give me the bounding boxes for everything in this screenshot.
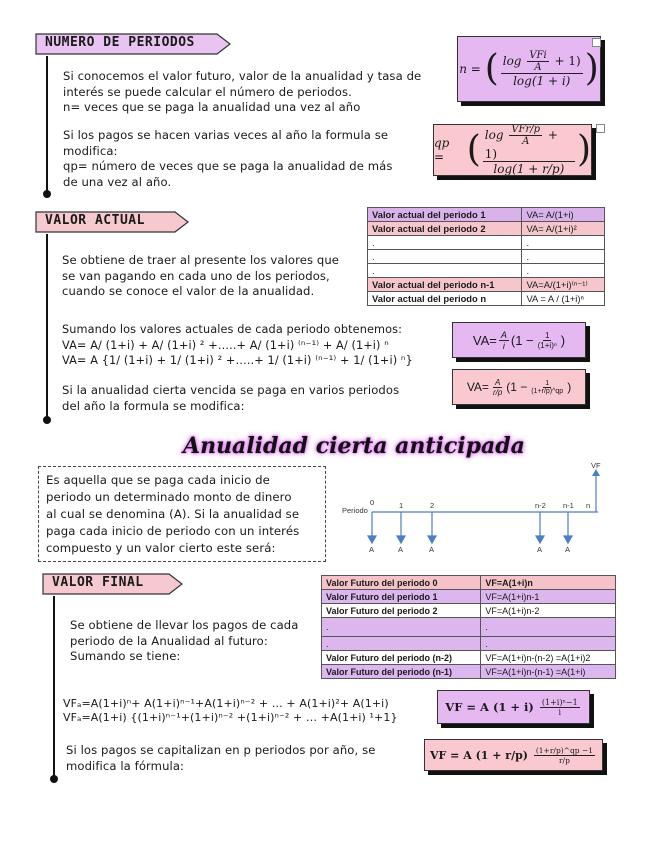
timeline-tick-label: 0 [370,498,375,507]
table-row: . . [368,264,605,278]
timeline-dot [43,190,51,198]
timeline-vf-label: VF [591,461,601,470]
table-row: Valor Futuro del periodo 0 VF=A(1+i)n [322,576,616,590]
arrow-down-icon [368,536,376,543]
section-title: NUMERO DE PERIODOS [45,35,195,50]
formula-handle-icon [592,38,601,47]
valor-futuro-table [321,575,616,679]
periodos-paragraph-2: Si los pagos se hacen varias veces al año la formula se modifica: qp= número de veces que se paga la anualidad de más de una vez al año. [63,128,393,189]
formula-qp-periodos: qp = ( log $\frac{\text{VFr/p}}{A}$ + 1) log(1 + r/p) ) [434,124,591,176]
actual-paragraph-2: Sumando los valores actuales de cada periodo obtenemos: VA= A/ (1+i) + A/ (1+i) ² +…..+ A/ (1+i) ⁽ⁿ⁻¹⁾ + A/ (1+i) ⁿ VA= A {1/ (1+i) + 1/ (1+i) ² +…..+ 1/ (1+i) ⁽ⁿ⁻¹⁾ + 1/ (1+i) ⁿ} [62,323,413,367]
table-row: Valor Futuro del periodo 1 VF=A(1+i)n-1 [322,590,616,604]
table-row: Valor actual del periodo 2 VA= A/(1+i)² [368,222,605,236]
final-paragraph-2: Si los pagos se capitalizan en p periodos por año, se modifica la fórmula: [66,743,376,773]
section-title: VALOR FINAL [52,575,144,590]
arrow-up-icon [592,469,600,476]
section-tag-valor-final [42,572,192,594]
page-title: Anualidad cierta anticipada [183,433,525,459]
timeline-tick-label: 2 [430,501,435,510]
timeline-bar [46,234,48,420]
formula-handle-icon [596,124,605,133]
timeline-a-label: A [369,545,375,554]
timeline-a-label: A [537,545,543,554]
section-title: VALOR ACTUAL [45,213,145,228]
table-row: Valor Futuro del periodo (n-1) VF=A(1+i)n-(n-1) =A(1+i) [322,665,616,679]
timeline-tick-label: 1 [399,501,404,510]
periodos-paragraph-1: Si conocemos el valor futuro, valor de la anualidad y tasa de interés se puede calcular el número de periodos. n= veces que se paga la anualidad una vez al año [63,69,422,114]
arrow-down-icon [536,536,544,543]
timeline-dot [43,416,51,424]
timeline-a-label: A [398,545,404,554]
section-tag-numero-periodos [35,32,235,54]
table-row: . . [368,236,605,250]
actual-paragraph-3: Si la anualidad cierta vencida se paga en varios periodos del año la formula se modifica: [62,383,400,413]
arrow-down-icon [397,536,405,543]
table-row: . . [322,637,616,651]
actual-paragraph-1: Se obtiene de traer al presente los valores que se van pagando en cada uno de los periodos, cuando se conoce el valor de la anualidad. [62,253,340,298]
timeline-tick-label: n-2 [535,501,546,510]
final-equations: VFₐ=A(1+i)ⁿ+ A(1+i)ⁿ⁻¹+A(1+i)ⁿ⁻² + … + A(1+i)²+ A(1+i) VFₐ=A(1+i) {(1+i)ⁿ⁻¹+(1+i)ⁿ⁻² +(1+i)ⁿ⁻² + … +A(1+i) ¹+1} [63,697,398,724]
timeline-a-label: A [565,545,571,554]
arrow-down-icon [564,536,572,543]
timeline-a-label: A [429,545,435,554]
formula-n-periodos: n = ( log $\frac{\text{VFi}}{A}$ + 1) log(1 + i) ) [457,36,601,102]
timeline-bar [46,56,48,194]
table-row: . . [368,250,605,264]
arrow-down-icon [428,536,436,543]
valor-actual-table [367,207,605,306]
table-row: Valor actual del periodo n VA = A / (1+i)ⁿ [368,292,605,306]
timeline-periodo-label: Periodo [342,506,368,515]
formula-valor-actual: VA= $\frac{A}{i}$ (1 − $\frac{1}{\text{(1+i)ⁿ}}$ ) [452,322,586,358]
formula-valor-final-qp: VF = A (1 + r/p) $\frac{(1+r/p)\^{}qp -1}{r/p}$ [424,739,603,771]
table-row: Valor actual del periodo 1 VA= A/(1+i) [368,208,605,222]
timeline-tick-label: n-1 [563,501,574,510]
timeline-bar [53,596,55,779]
formula-valor-final: VF = A (1 + i) $\frac{\text{(1+i)ⁿ−1}}{i}$ [437,690,590,724]
anticipada-description: Es aquella que se paga cada inicio de periodo un determinado monto de dinero al cual se denomina (A). Si la anualidad se paga cada inicio de periodo con un interés compuesto y un valor cierto este será: [46,473,300,555]
section-tag-valor-actual [35,210,195,232]
table-row: Valor actual del periodo n-1 VA=A/(1+i)⁽ⁿ⁻¹⁾ [368,278,605,292]
timeline-dot [50,775,58,783]
table-row: . . [322,618,616,637]
final-paragraph-1: Se obtiene de llevar los pagos de cada periodo de la Anualidad al futuro: Sumando se tiene: [70,618,299,663]
timeline-tick-label: n [586,501,591,510]
table-row: Valor Futuro del periodo (n-2) VF=A(1+i)n-(n-2) =A(1+i)2 [322,651,616,665]
formula-valor-actual-qp: VA= $\frac{A}{r/p}$ (1 − $\frac{1}{(1+r/p)\^{}qp}$ ) [452,369,586,405]
table-row: Valor Futuro del periodo 2 VF=A(1+i)n-2 [322,604,616,618]
